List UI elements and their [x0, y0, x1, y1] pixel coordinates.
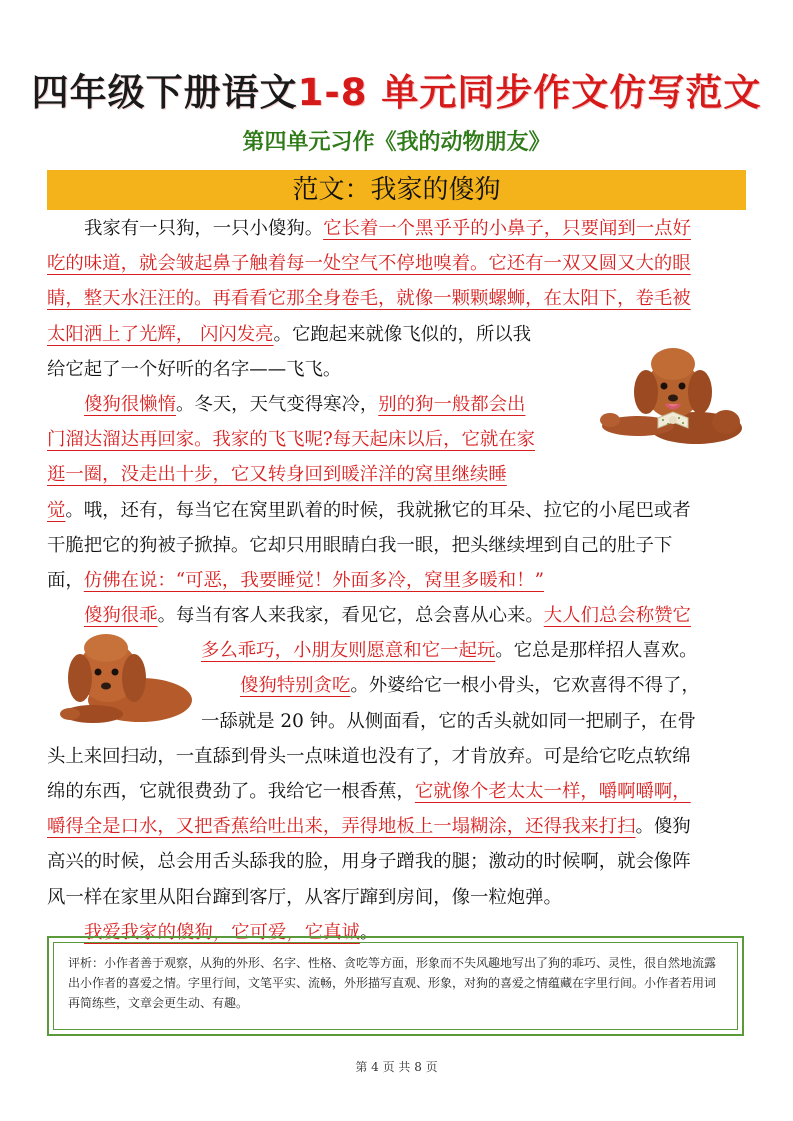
essay-line: [47, 739, 747, 774]
body-text: 给它起了一个好听的名字——飞飞。: [47, 358, 342, 380]
body-text: 头上来回扫动，一直舔到骨头一点味道也没有了，才肯放弃。可是给它吃点软绵: [47, 745, 691, 767]
highlighted-text: 睛，整天水汪汪的。再看看它那全身卷毛，就像一颗颗螺蛳，在太阳下，卷毛被: [47, 288, 691, 310]
body-text: 。它总是那样招人喜欢。: [495, 640, 698, 662]
title-part1: 四年级下册语文: [31, 71, 298, 114]
body-text: 。它跑起来就像飞似的，所以我: [273, 323, 532, 345]
highlighted-text: 吃的味道，就会皱起鼻子触着每一处空气不停地嗅着。它还有一双又圆又大的眼: [47, 253, 691, 275]
page-title: [0, 70, 793, 116]
body-text: 干脆把它的狗被子掀掉。它却只用眼睛白我一眼，把头继续埋到自己的肚子下: [47, 534, 673, 556]
essay-line: [47, 493, 747, 528]
essay-line: [47, 211, 747, 246]
highlighted-text: 傻狗很乖: [84, 605, 158, 627]
body-text: 风一样在家里从阳台蹿到客厅，从客厅蹿到房间，像一粒炮弹。: [47, 886, 562, 908]
highlighted-text: 傻狗特别贪吃: [240, 675, 351, 697]
highlighted-text: 逛一圈，没走出十步，它又转身回到暖洋洋的窝里继续睡: [47, 464, 507, 486]
body-text: 。冬天，天气变得寒冷，: [175, 393, 379, 415]
body-text: 。外婆给它一根小骨头，它欢喜得不得了，: [350, 675, 700, 697]
comment-box: [47, 936, 744, 1036]
essay-line: [47, 774, 747, 809]
essay-line: [47, 281, 747, 316]
essay-line: [47, 563, 747, 598]
body-text: 一舔就是 20 钟。从侧面看，它的舌头就如同一把刷子，在骨: [201, 710, 696, 732]
highlighted-text: 傻狗很懒惰: [84, 393, 176, 415]
highlighted-text: 它就像个老太太一样，嚼啊嚼啊，: [414, 781, 691, 802]
essay-line: [47, 246, 747, 281]
body-text: 。: [359, 921, 379, 943]
essay-line: [47, 528, 747, 563]
body-text: 。每当有客人来我家，看见它，总会喜从心来。: [157, 605, 544, 627]
body-text: 。哦，还有，每当它在窝里趴着的时候，我就揪它的耳朵、拉它的小尾巴或者: [65, 499, 691, 521]
highlighted-text: 太阳洒上了光辉， 闪闪发亮: [47, 323, 274, 345]
highlighted-text: 门溜达溜达再回家。我家的飞飞呢?每天起床以后，它就在家: [47, 429, 536, 451]
body-text: 面，: [47, 569, 84, 591]
page-number: 第 4 页 共 8 页: [355, 1060, 438, 1074]
highlighted-text: 多么乖巧，小朋友则愿意和它一起玩: [201, 640, 496, 662]
highlighted-text: 别的狗一般都会出: [378, 393, 526, 415]
poodle-with-bow: [598, 330, 748, 450]
highlighted-text: 它长着一个黑乎乎的小鼻子，只要闻到一点好: [323, 218, 691, 239]
highlighted-text: 大人们总会称赞它: [543, 605, 691, 627]
essay-line: [47, 844, 747, 879]
body-text: 高兴的时候，总会用舌头舔我的脸，用身子蹭我的腿；激动的时候啊，就会像阵: [47, 851, 691, 873]
highlighted-text: 嚼得全是口水，又把香蕉给吐出来，弄得地板上一塌糊涂，还得我来打扫: [47, 816, 636, 838]
essay-body: [47, 211, 747, 950]
title-part2: 1-8 单元同步作文仿写范文: [297, 71, 762, 114]
body-text: 绵的东西，它就很费劲了。我给它一根香蕉，: [47, 781, 415, 802]
essay-line: [47, 457, 747, 492]
poodle-lying: [48, 628, 198, 728]
body-text: 。傻狗: [635, 816, 691, 838]
body-text: 我家有一只狗，一只小傻狗。: [84, 218, 324, 239]
highlighted-text: 觉: [47, 499, 66, 521]
essay-line: [47, 880, 747, 915]
essay-line: [47, 809, 747, 844]
highlighted-text: 仿佛在说：“可恶，我要睡觉！外面多冷，窝里多暖和！”: [83, 569, 544, 591]
subtitle: 第四单元习作《我的动物朋友》: [242, 130, 551, 155]
comment-text: 评析：小作者善于观察，从狗的外形、名字、性格、贪吃等方面，形象而不失风趣地写出了狗的乖巧、灵性，很自然地流露出小作者的喜爱之情。字里行间，文笔平实、流畅，外形描写直观、形象，对狗的喜爱之情蕴藏在字里行间。小作者若用词再简练些，文章会更生动、有趣。: [53, 942, 738, 1030]
essay-title-banner: 范文：我家的傻狗: [47, 170, 746, 210]
highlighted-text: 我爱我家的傻狗，它可爱，它真诚: [84, 921, 360, 943]
